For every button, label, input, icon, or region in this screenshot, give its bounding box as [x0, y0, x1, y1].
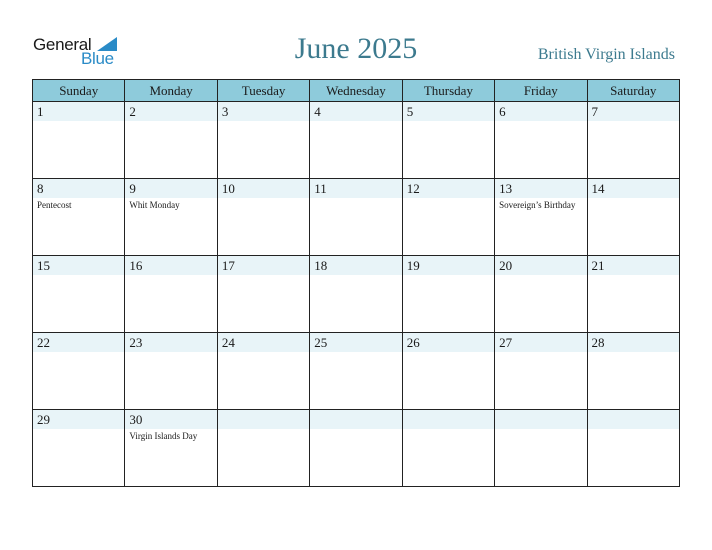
day-number [588, 410, 679, 429]
weekday-header-sunday: Sunday [33, 80, 125, 102]
day-cell [310, 333, 402, 410]
empty-day-cell [402, 410, 494, 487]
week-row [33, 410, 680, 487]
holiday-label [125, 352, 216, 353]
holiday-label [33, 121, 124, 122]
weekday-header-tuesday: Tuesday [217, 80, 309, 102]
holiday-label [218, 429, 309, 430]
day-number: 22 [33, 333, 124, 352]
day-number: 13 [495, 179, 586, 198]
day-number: 29 [33, 410, 124, 429]
holiday-label [310, 198, 401, 199]
day-cell [587, 333, 679, 410]
weekday-header-saturday: Saturday [587, 80, 679, 102]
day-number [403, 410, 494, 429]
holiday-label [588, 198, 679, 199]
empty-day-cell [217, 410, 309, 487]
day-cell [125, 179, 217, 256]
holiday-label [125, 121, 216, 122]
day-number: 10 [218, 179, 309, 198]
day-number: 25 [310, 333, 401, 352]
holiday-label [495, 121, 586, 122]
week-row [33, 333, 680, 410]
day-number: 21 [588, 256, 679, 275]
holiday-label [33, 275, 124, 276]
week-row [33, 102, 680, 179]
day-number: 5 [403, 102, 494, 121]
day-number: 15 [33, 256, 124, 275]
holiday-label [495, 275, 586, 276]
day-number: 20 [495, 256, 586, 275]
calendar-grid [32, 79, 680, 487]
day-cell [33, 256, 125, 333]
day-number: 3 [218, 102, 309, 121]
day-number: 24 [218, 333, 309, 352]
day-number: 4 [310, 102, 401, 121]
holiday-label [218, 352, 309, 353]
holiday-label [403, 275, 494, 276]
day-number: 30 [125, 410, 216, 429]
day-cell [310, 256, 402, 333]
empty-day-cell [310, 410, 402, 487]
holiday-label: Virgin Islands Day [129, 431, 198, 441]
holiday-label [588, 121, 679, 122]
day-number: 2 [125, 102, 216, 121]
day-cell [310, 102, 402, 179]
weekday-header-row [33, 80, 680, 102]
day-cell [217, 102, 309, 179]
day-number: 12 [403, 179, 494, 198]
holiday-label [403, 198, 494, 199]
day-cell [402, 256, 494, 333]
holiday-label [588, 352, 679, 353]
day-cell [402, 179, 494, 256]
holiday-label: Whit Monday [129, 200, 180, 210]
day-cell [402, 102, 494, 179]
day-number: 27 [495, 333, 586, 352]
holiday-label: Sovereign’s Birthday [499, 200, 576, 210]
holiday-label [588, 429, 679, 430]
weekday-header-thursday: Thursday [402, 80, 494, 102]
empty-day-cell [587, 410, 679, 487]
calendar-title: June 2025 [294, 32, 418, 65]
day-cell [310, 179, 402, 256]
holiday-label [33, 429, 124, 430]
day-cell [217, 256, 309, 333]
holiday-label [218, 121, 309, 122]
day-number: 9 [125, 179, 216, 198]
holiday-label [310, 121, 401, 122]
holiday-label [495, 429, 586, 430]
day-cell [402, 333, 494, 410]
holiday-label [403, 121, 494, 122]
country-name: British Virgin Islands [537, 46, 675, 63]
holiday-label [218, 275, 309, 276]
day-number: 23 [125, 333, 216, 352]
holiday-label [218, 198, 309, 199]
day-number: 17 [218, 256, 309, 275]
day-cell [587, 256, 679, 333]
day-number [218, 410, 309, 429]
day-cell [495, 179, 587, 256]
day-number [495, 410, 586, 429]
day-number: 28 [588, 333, 679, 352]
weekday-header-wednesday: Wednesday [310, 80, 402, 102]
day-cell [125, 256, 217, 333]
holiday-label [310, 275, 401, 276]
day-cell [587, 179, 679, 256]
holiday-label [310, 352, 401, 353]
day-number: 19 [403, 256, 494, 275]
week-row [33, 179, 680, 256]
holiday-label [33, 352, 124, 353]
holiday-label [125, 275, 216, 276]
holiday-label [403, 429, 494, 430]
day-number: 8 [33, 179, 124, 198]
day-cell [495, 102, 587, 179]
empty-day-cell [495, 410, 587, 487]
day-cell [33, 179, 125, 256]
day-number: 14 [588, 179, 679, 198]
day-cell [125, 333, 217, 410]
day-cell [587, 102, 679, 179]
day-cell [495, 256, 587, 333]
holiday-label: Pentecost [37, 200, 72, 210]
week-row [33, 256, 680, 333]
weekday-header-friday: Friday [495, 80, 587, 102]
day-number: 1 [33, 102, 124, 121]
day-cell [33, 410, 125, 487]
day-cell [217, 333, 309, 410]
day-number: 6 [495, 102, 586, 121]
day-cell [125, 102, 217, 179]
day-number: 16 [125, 256, 216, 275]
day-cell [33, 102, 125, 179]
day-number [310, 410, 401, 429]
day-number: 26 [403, 333, 494, 352]
day-number: 18 [310, 256, 401, 275]
day-cell [217, 179, 309, 256]
holiday-label [495, 352, 586, 353]
day-cell [125, 410, 217, 487]
logo-text-blue: Blue [81, 49, 114, 68]
holiday-label [588, 275, 679, 276]
day-number: 11 [310, 179, 401, 198]
day-number: 7 [588, 102, 679, 121]
holiday-label [403, 352, 494, 353]
weekday-header-monday: Monday [125, 80, 217, 102]
holiday-label [310, 429, 401, 430]
day-cell [495, 333, 587, 410]
logo-text-general: General [33, 35, 92, 54]
day-cell [33, 333, 125, 410]
